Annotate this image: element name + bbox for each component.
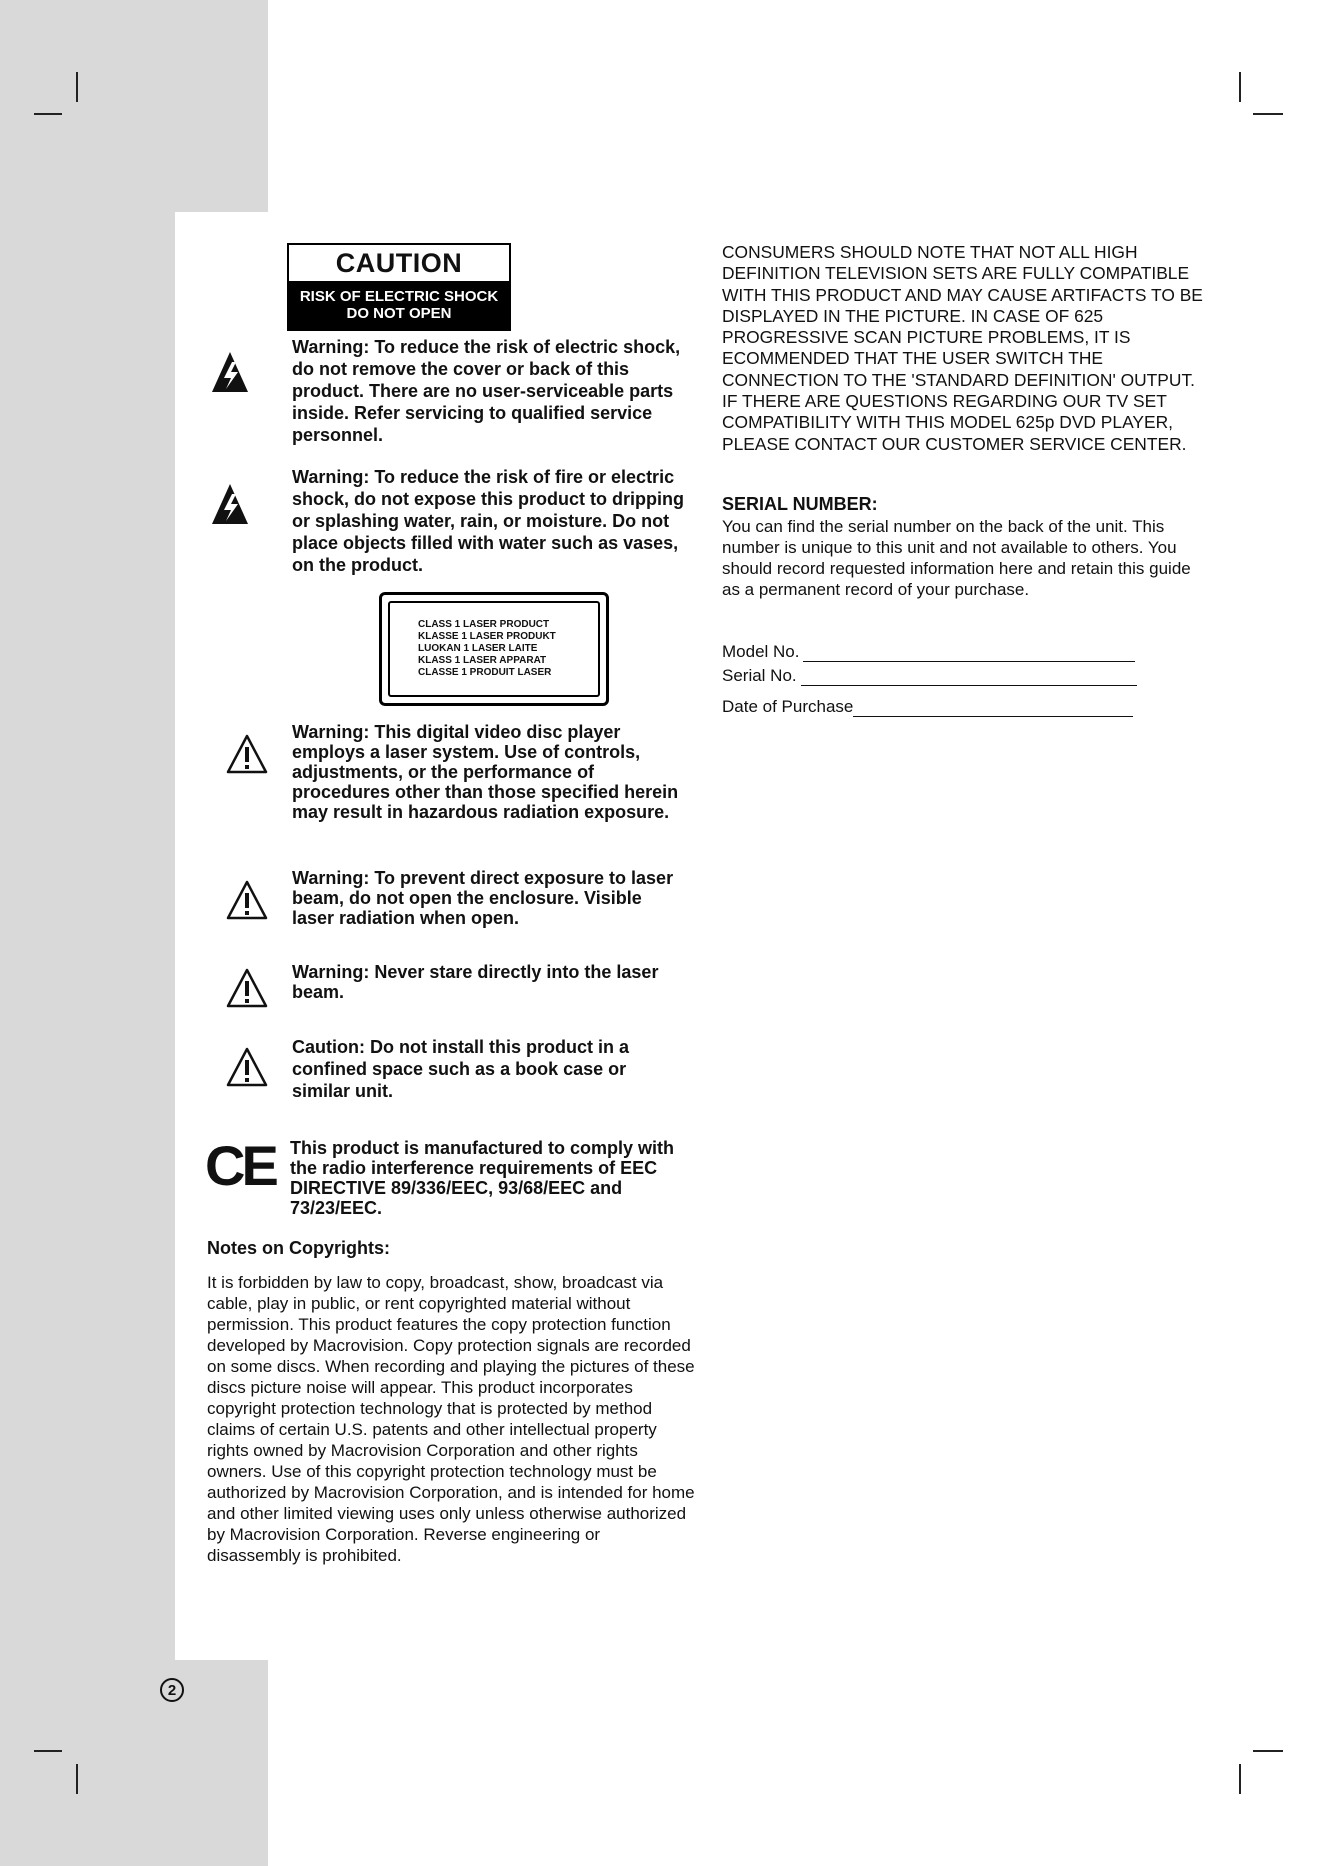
date-of-purchase-field[interactable] (722, 697, 1133, 717)
page-number: 2 (160, 1678, 184, 1702)
model-number-field[interactable] (722, 642, 1135, 662)
model-number-label: Model No. (722, 642, 800, 661)
crop-mark (34, 1750, 62, 1752)
date-of-purchase-label: Date of Purchase (722, 697, 854, 716)
crop-mark (1239, 1764, 1241, 1794)
serial-number-body: You can find the serial number on the back of the unit. This number is unique to this unit and not available to others. You should record requested information here and retain this guide as a permanent record of your purchase. (722, 517, 1191, 599)
laser-label-line: KLASS 1 LASER APPARAT (418, 655, 547, 666)
caution-exclamation-icon (225, 733, 269, 780)
serial-number-heading: SERIAL NUMBER: (722, 494, 878, 514)
caution-exclamation-icon (225, 967, 269, 1014)
ce-mark-icon: CE (205, 1134, 275, 1197)
laser-class-label-inner (388, 601, 600, 697)
warning-text: Warning: Never stare directly into the laser beam. (292, 962, 659, 1002)
caution-subtitle (289, 281, 509, 329)
warning-text: Warning: To prevent direct exposure to laser beam, do not open the enclosure. Visible laser radiation when open. (292, 868, 674, 928)
crop-mark (1253, 113, 1283, 115)
warning-text: Warning: To reduce the risk of electric shock, do not remove the cover or back of this product. There are no user-serviceable parts inside. Refer servicing to qualified service personnel. (292, 337, 681, 445)
electric-shock-warning-icon (210, 350, 250, 399)
page-margin-top (0, 0, 268, 212)
laser-label-line: CLASSE 1 PRODUIT LASER (418, 667, 552, 678)
model-number-line[interactable] (803, 643, 1135, 662)
caution-line-1: RISK OF ELECTRIC SHOCK (299, 288, 499, 305)
laser-label-line: KLASSE 1 LASER PRODUKT (418, 631, 556, 642)
caution-label (287, 243, 511, 331)
date-of-purchase-line[interactable] (853, 698, 1133, 717)
laser-label-line: LUOKAN 1 LASER LAITE (418, 643, 538, 654)
crop-mark (1253, 1750, 1283, 1752)
crop-mark (76, 72, 78, 102)
page-margin-left (0, 0, 175, 1866)
crop-mark (34, 113, 62, 115)
serial-number-line[interactable] (801, 667, 1137, 686)
caution-exclamation-icon (225, 879, 269, 926)
caution-exclamation-icon (225, 1046, 269, 1093)
laser-label-line: CLASS 1 LASER PRODUCT (418, 619, 550, 630)
page-margin-bottom (0, 1660, 268, 1866)
consumers-note: CONSUMERS SHOULD NOTE THAT NOT ALL HIGH DEFINITION TELEVISION SETS ARE FULLY COMPATIBLE WITH THIS PRODUCT AND MAY CAUSE ARTIFACTS TO BE DISPLAYED IN THE PICTURE. IN CASE OF 625 PROGRESSIVE SCAN PICTURE PROBLEMS, IT IS ECOMMENDED THAT THE USER SWITCH THE CONNECTION TO THE 'STANDARD DEFINITION' OUTPUT. IF THERE ARE QUESTIONS REGARDING OUR TV SET COMPATIBILITY WITH THIS MODEL 625p DVD PLAYER, PLEASE CONTACT OUR CUSTOMER SERVICE CENTER. (722, 242, 1203, 454)
caution-title: CAUTION (335, 247, 463, 278)
serial-number-field[interactable] (722, 666, 1137, 686)
warning-text: Warning: To reduce the risk of fire or electric shock, do not expose this product to dripping or splashing water, rain, or moisture. Do not place objects filled with water such as vases, on the product. (292, 467, 685, 575)
laser-class-label (379, 592, 609, 706)
notes-heading: Notes on Copyrights: (207, 1238, 390, 1258)
serial-number-label: Serial No. (722, 666, 797, 685)
crop-mark (1239, 72, 1241, 102)
electric-shock-warning-icon (210, 482, 250, 531)
ce-compliance-text: This product is manufactured to comply with the radio interference requirements of EEC DIRECTIVE 89/336/EEC, 93/68/EEC and 73/23/EEC. (290, 1138, 675, 1218)
caution-line-2: DO NOT OPEN (346, 305, 452, 322)
crop-mark (76, 1764, 78, 1794)
notes-body: It is forbidden by law to copy, broadcast, show, broadcast via cable, play in public, or rent copyrighted material without permission. This product features the copy protection function developed by Macrovision. Copy protection signals are recorded on some discs. When recording and playing the pictures of these discs picture noise will appear. This product incorporates copyright protection technology that is protected by method claims of certain U.S. patents and other intellectual property rights owned by Macrovision Corporation and other rights owners. Use of this copyright protection technology must be authorized by Macrovision Corporation, and is intended for home and other limited viewing uses only unless otherwise authorized by Macrovision Corporation. Reverse engineering or disassembly is prohibited. (207, 1273, 695, 1565)
warning-text: Warning: This digital video disc player employs a laser system. Use of controls, adjustments, or the performance of procedures other than those specified herein may result in hazardous radiation exposure. (292, 722, 679, 822)
warning-text: Caution: Do not install this product in a confined space such as a book case or similar unit. (292, 1037, 629, 1101)
